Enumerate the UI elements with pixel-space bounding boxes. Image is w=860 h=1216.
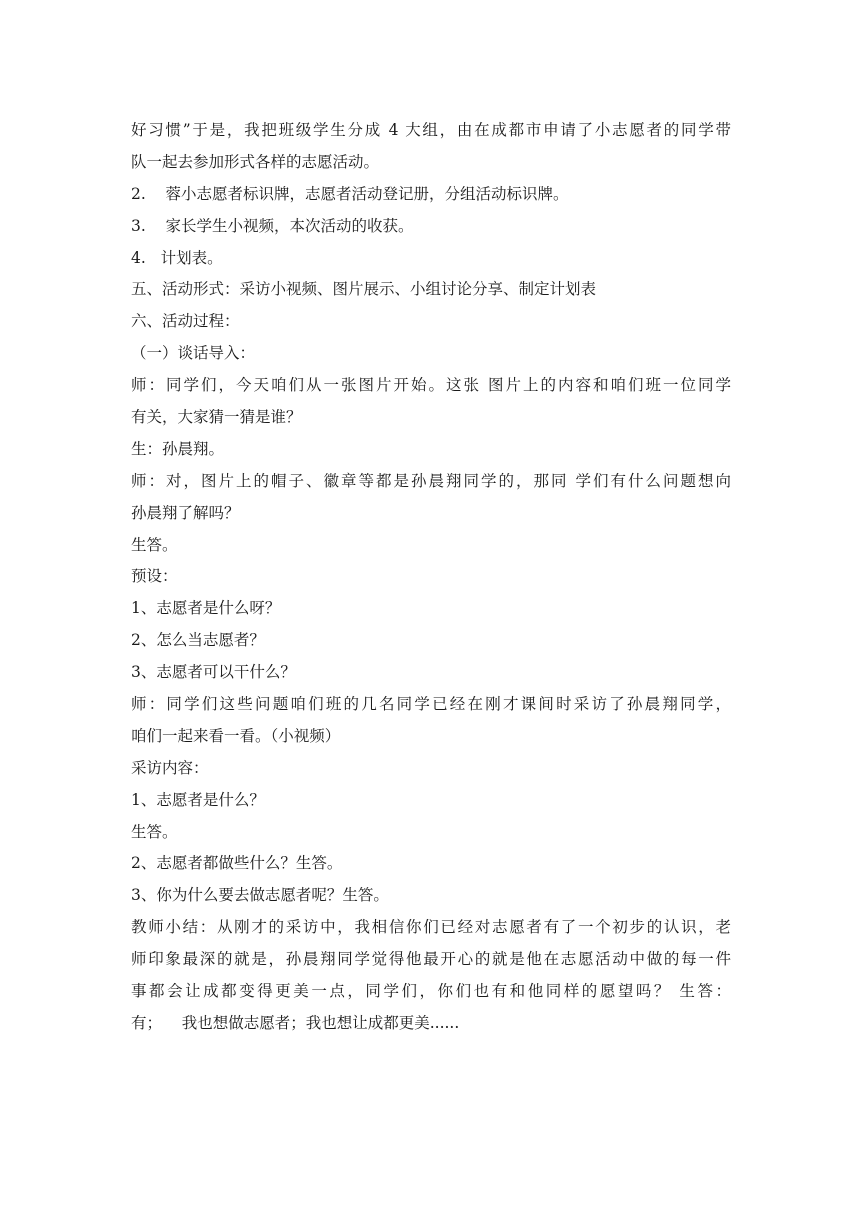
list-item: 2、志愿者都做些什么？生答。 xyxy=(131,854,343,873)
document-body xyxy=(131,115,731,1040)
text-line: 预设： xyxy=(131,567,178,586)
text-line: 师印象最深的就是，孙晨翔同学觉得他最开心的就是他在志愿活动中做的每一件 xyxy=(131,950,731,969)
subsection-heading: （一）谈话导入： xyxy=(131,344,256,363)
text-line: 孙晨翔了解吗？ xyxy=(131,503,240,522)
list-item: 2、怎么当志愿者？ xyxy=(131,631,265,650)
text-line: 生答。 xyxy=(131,822,178,841)
text-line: 4. 计划表。 xyxy=(131,248,223,267)
section-heading: 六、活动过程： xyxy=(131,312,240,331)
text-line: 事都会让成都变得更美一点，同学们，你们也有和他同样的愿望吗？ 生答： xyxy=(131,982,731,1001)
list-item: 1、志愿者是什么？ xyxy=(131,790,265,809)
text-line: 2. 蓉小志愿者标识牌，志愿者活动登记册，分组活动标识牌。 xyxy=(131,184,569,203)
text-line: 3. 家长学生小视频，本次活动的收获。 xyxy=(131,216,414,235)
text-line: 采访内容： xyxy=(131,758,209,777)
list-item: 3、你为什么要去做志愿者呢？生答。 xyxy=(131,886,389,905)
text-line: 生答。 xyxy=(131,535,178,554)
text-line: 师：同学们，今天咱们从一张图片开始。这张 图片上的内容和咱们班一位同学 xyxy=(131,376,731,395)
section-heading: 五、活动形式：采访小视频、图片展示、小组讨论分享、制定计划表 xyxy=(131,280,597,299)
text-line: 有关，大家猜一猜是谁？ xyxy=(131,408,302,427)
text-line: 咱们一起来看一看。（小视频） xyxy=(131,726,341,745)
text-line: 好习惯”于是，我把班级学生分成 4 大组，由在成都市申请了小志愿者的同学带 xyxy=(131,121,731,139)
list-item: 3、志愿者可以干什么？ xyxy=(131,663,296,682)
text-line: 教师小结：从刚才的采访中，我相信你们已经对志愿者有了一个初步的认识，老 xyxy=(131,918,731,937)
text-line: 队一起去参加形式各样的志愿活动。 xyxy=(131,152,380,171)
list-item: 1、志愿者是什么呀？ xyxy=(131,599,281,618)
text-line: 生：孙晨翔。 xyxy=(131,439,225,458)
text-line: 师：对，图片上的帽子、徽章等都是孙晨翔同学的，那同 学们有什么问题想向 xyxy=(131,471,731,490)
text-line: 有； 我也想做志愿者；我也想让成都更美...... xyxy=(131,1013,460,1032)
text-line: 师：同学们这些问题咱们班的几名同学已经在刚才课间时采访了孙晨翔同学， xyxy=(131,695,731,714)
